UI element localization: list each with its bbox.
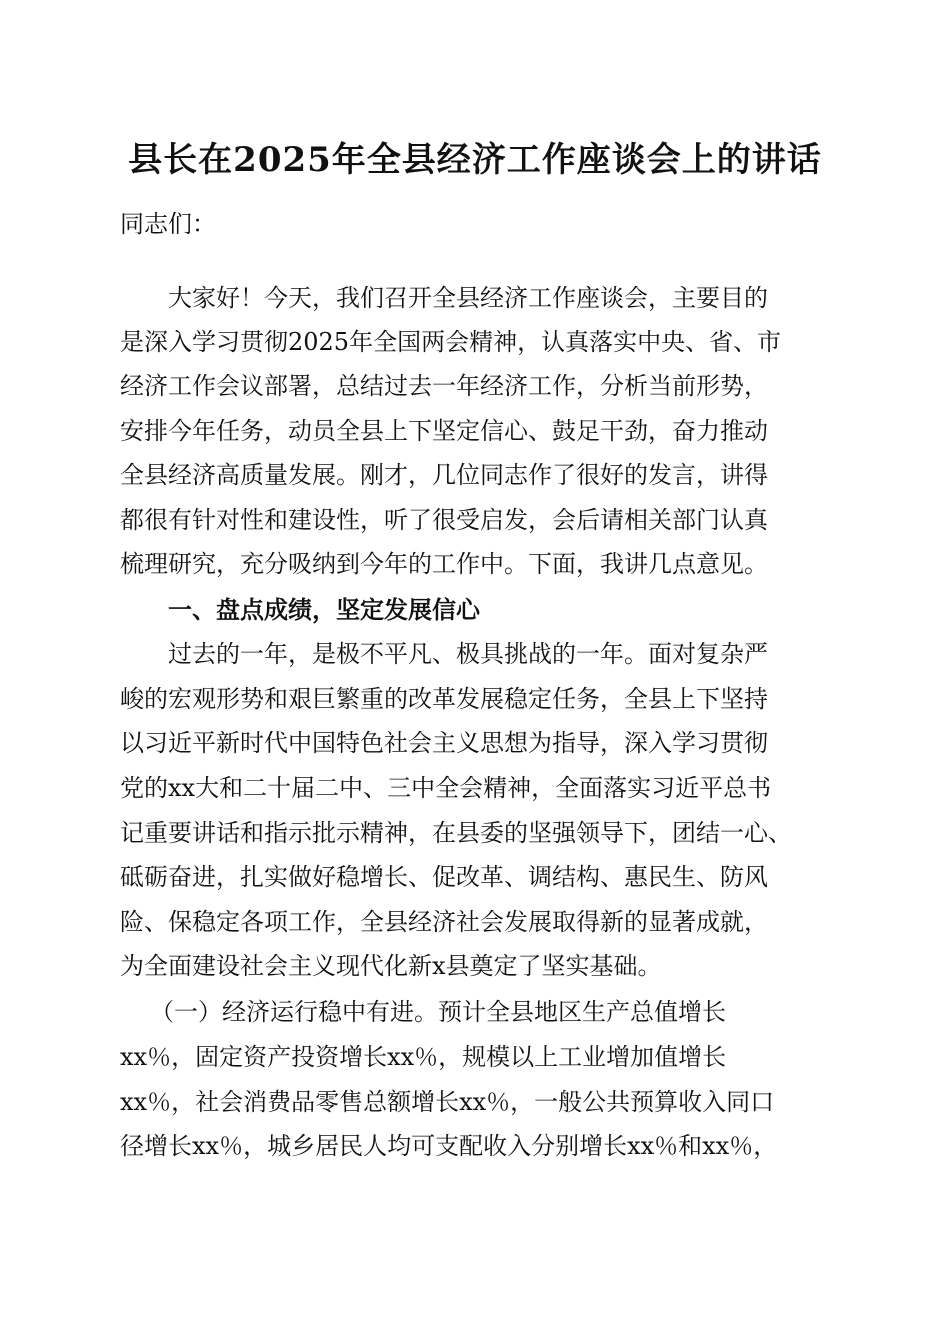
section-line: 峻的宏观形势和艰巨繁重的改革发展稳定任务，全县上下坚持 (120, 685, 768, 713)
intro-line: 大家好！今天，我们召开全县经济工作座谈会，主要目的 (168, 284, 768, 312)
section-line: 党的xx大和二十届二中、三中全会精神，全面落实习近平总书 (120, 774, 772, 802)
section-heading: 一、盘点成绩，坚定发展信心 (168, 595, 480, 624)
intro-line: 经济工作会议部署，总结过去一年经济工作，分析当前形势， (120, 372, 768, 400)
intro-line: 梳理研究，充分吸纳到今年的工作中。下面，我讲几点意见。 (120, 550, 768, 578)
subsection-line: （一）经济运行稳中有进。预计全县地区生产总值增长 (150, 998, 726, 1026)
section-line: 以习近平新时代中国特色社会主义思想为指导，深入学习贯彻 (120, 729, 768, 757)
section-line: 砥砺奋进，扎实做好稳增长、促改革、调结构、惠民生、防风 (120, 863, 768, 891)
salutation: 同志们： (120, 210, 216, 238)
section-line: 险、保稳定各项工作，全县经济社会发展取得新的显著成就， (120, 908, 768, 936)
intro-line: 都很有针对性和建设性，听了很受启发，会后请相关部门认真 (120, 506, 768, 534)
section-line: 记重要讲话和指示批示精神，在县委的坚强领导下，团结一心、 (120, 819, 792, 847)
subsection-line: 径增长xx％，城乡居民人均可支配收入分别增长xx％和xx％， (120, 1132, 778, 1160)
subsection-line: xx％，社会消费品零售总额增长xx％，一般公共预算收入同口 (120, 1088, 775, 1116)
subsection-line: xx％，固定资产投资增长xx％，规模以上工业增加值增长 (120, 1043, 727, 1071)
intro-line: 全县经济高质量发展。刚才，几位同志作了很好的发言，讲得 (120, 461, 768, 489)
section-line: 为全面建设社会主义现代化新x县奠定了坚实基础。 (120, 952, 662, 980)
section-line: 过去的一年，是极不平凡、极具挑战的一年。面对复杂严 (168, 640, 768, 668)
intro-line: 安排今年任务，动员全县上下坚定信心、鼓足干劲，奋力推动 (120, 417, 768, 445)
document-title: 县长在2025年全县经济工作座谈会上的讲话 (128, 140, 822, 180)
intro-line: 是深入学习贯彻2025年全国两会精神，认真落实中央、省、市 (120, 328, 782, 356)
